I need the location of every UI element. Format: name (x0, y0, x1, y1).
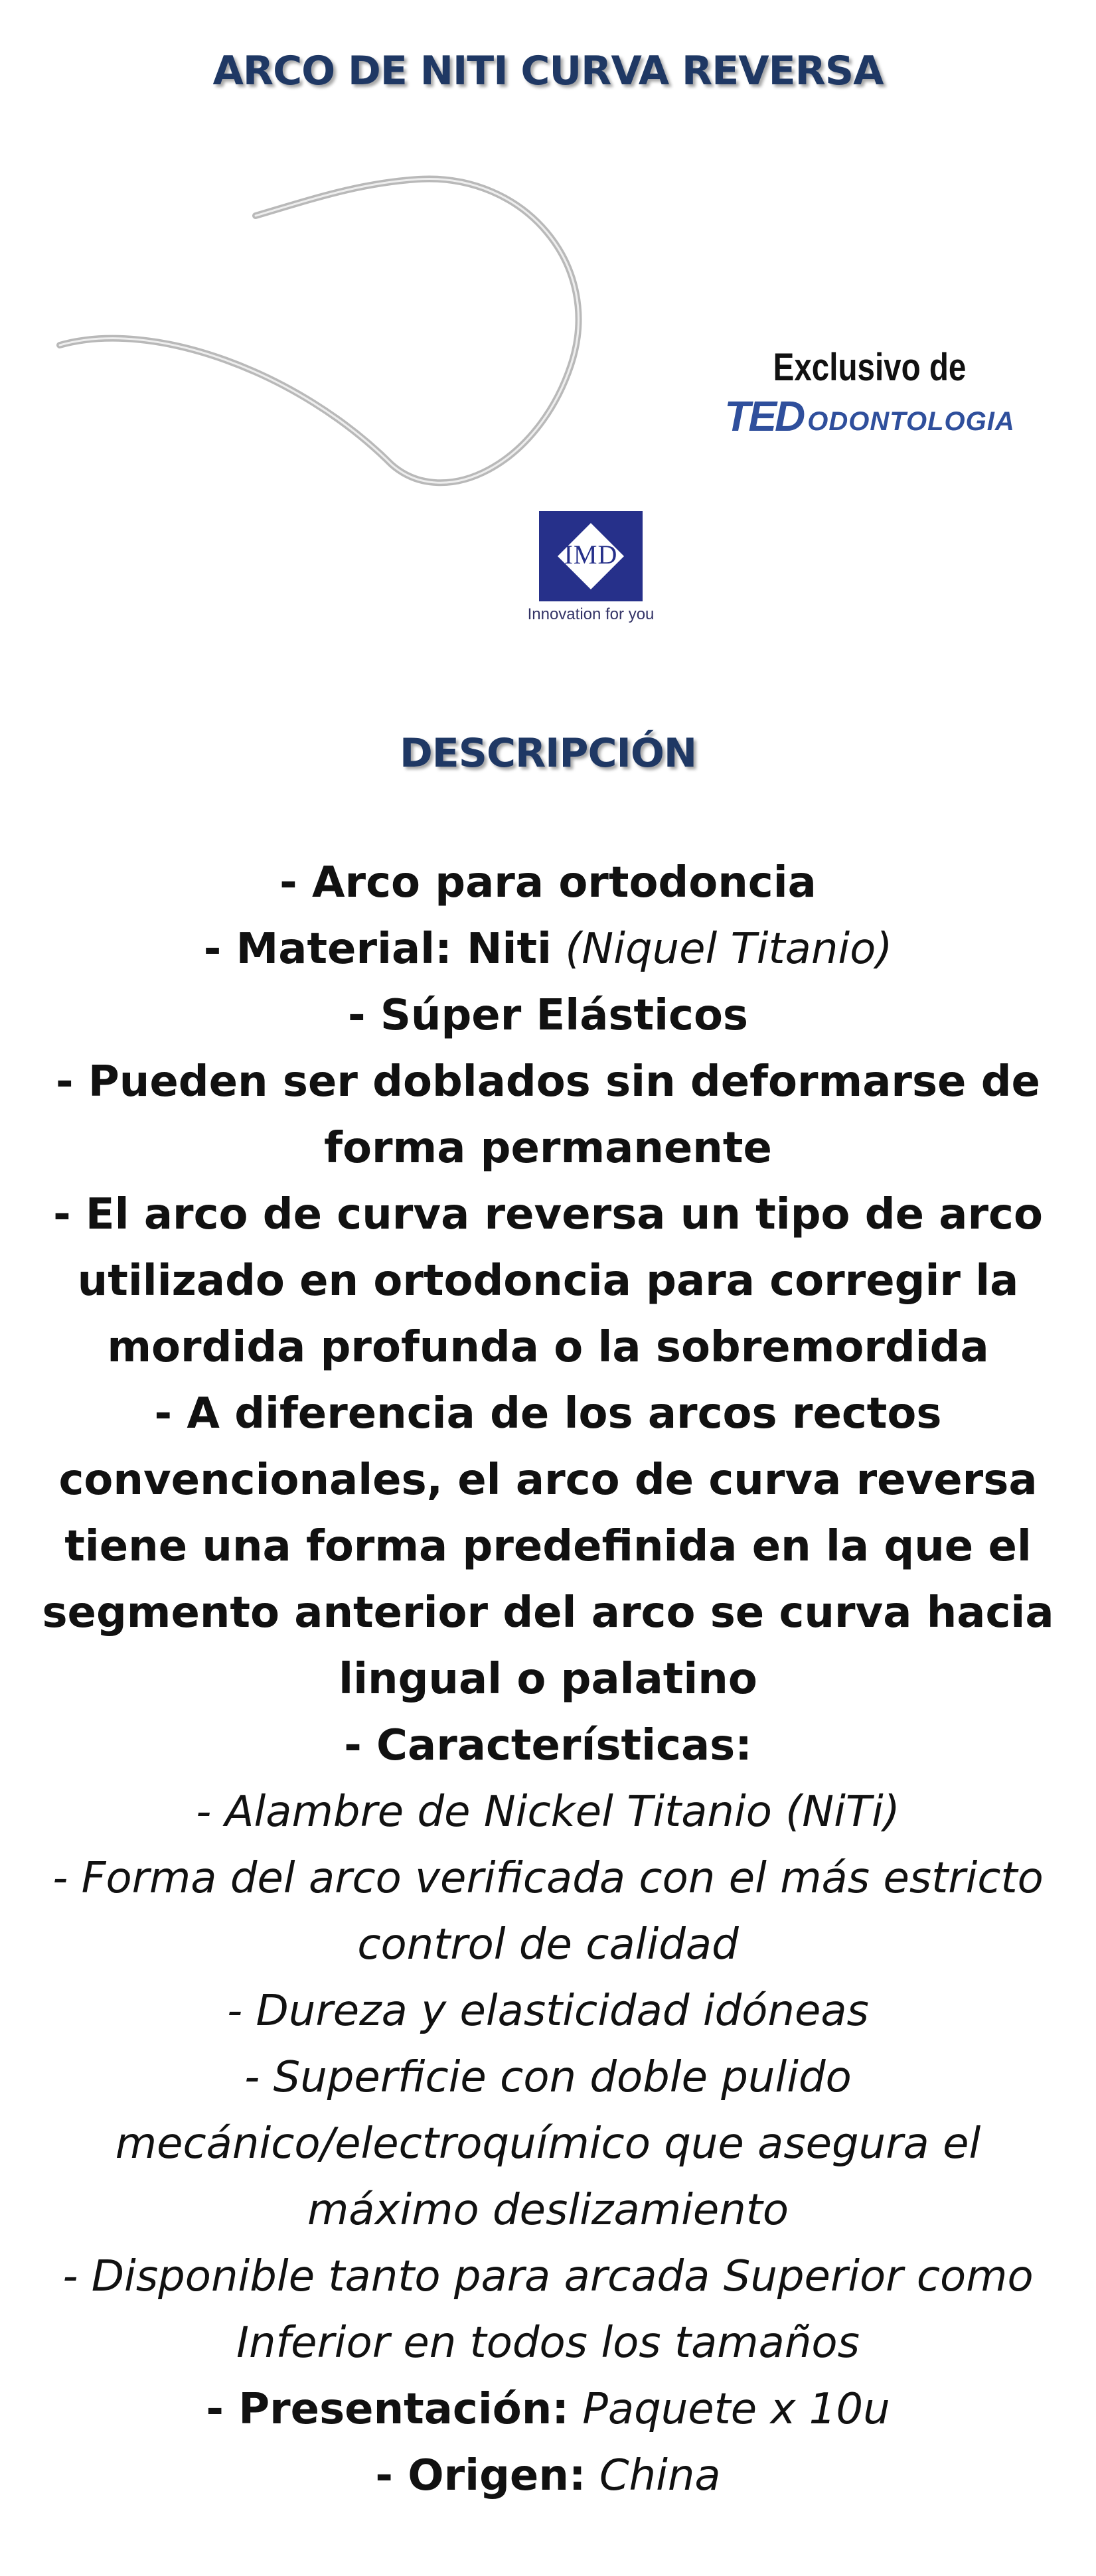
description-body (20, 850, 1076, 2509)
desc-line: convencionales, el arco de curva reversa (58, 1456, 1038, 1505)
desc-line: - Arco para ortodoncia (279, 858, 817, 907)
desc-line: segmento anterior del arco se curva hacia (42, 1588, 1054, 1637)
imd-tagline: Innovation for you (527, 605, 655, 623)
desc-line (20, 916, 1076, 982)
desc-line: - El arco de curva reversa un tipo de arco (53, 1190, 1043, 1239)
desc-line: - Superficie con doble pulido (244, 2053, 852, 2102)
description-heading: DESCRIPCIÓN (399, 730, 697, 777)
desc-line: mecánico/electroquímico que asegura el (115, 2119, 981, 2168)
imd-logo-text: IMD (564, 540, 618, 569)
desc-line: - Disponible tanto para arcada Superior como (62, 2252, 1034, 2301)
exclusive-label: Exclusivo de (773, 346, 967, 389)
desc-line: - Dureza y elasticidad idóneas (227, 1987, 869, 2036)
ted-logo-small: ODONTOLOGIA (807, 407, 1015, 436)
origin-value: China (599, 2451, 721, 2500)
desc-line: lingual o palatino (339, 1655, 757, 1704)
desc-line: utilizado en ortodoncia para corregir la (77, 1256, 1019, 1306)
desc-line: Inferior en todos los tamaños (236, 2318, 860, 2368)
material-label: - Material: Niti (203, 925, 552, 974)
desc-line: - Alambre de Nickel Titanio (NiTi) (196, 1787, 900, 1837)
page-title: ARCO DE NITI CURVA REVERSA (212, 48, 884, 94)
desc-line: mordida profunda o la sobremordida (107, 1323, 989, 1372)
presentation-label: - Presentación: (206, 2385, 569, 2434)
imd-logo-box (539, 511, 643, 601)
origin-label: - Origen: (375, 2451, 586, 2500)
niti-archwire-image (46, 153, 591, 511)
desc-line: máximo deslizamiento (307, 2186, 789, 2235)
imd-logo (524, 511, 657, 624)
ted-logo-big: TED (724, 392, 804, 440)
desc-line (20, 2376, 1076, 2443)
desc-line: - Características: (344, 1721, 752, 1770)
exclusive-badge (670, 345, 1069, 440)
desc-line: forma permanente (324, 1124, 772, 1173)
desc-line: - Pueden ser doblados sin deformarse de (56, 1057, 1040, 1106)
material-detail: (Niquel Titanio) (565, 925, 893, 974)
desc-line: control de calidad (357, 1920, 739, 1969)
desc-line: tiene una forma predefinida en la que el (64, 1522, 1032, 1571)
desc-line: - A diferencia de los arcos rectos (154, 1389, 942, 1438)
desc-line: - Súper Elásticos (347, 991, 749, 1040)
desc-line: - Forma del arco verificada con el más estricto (52, 1854, 1044, 1903)
ted-odontologia-logo (670, 392, 1069, 440)
desc-line (20, 2443, 1076, 2509)
presentation-value: Paquete x 10u (582, 2385, 890, 2434)
